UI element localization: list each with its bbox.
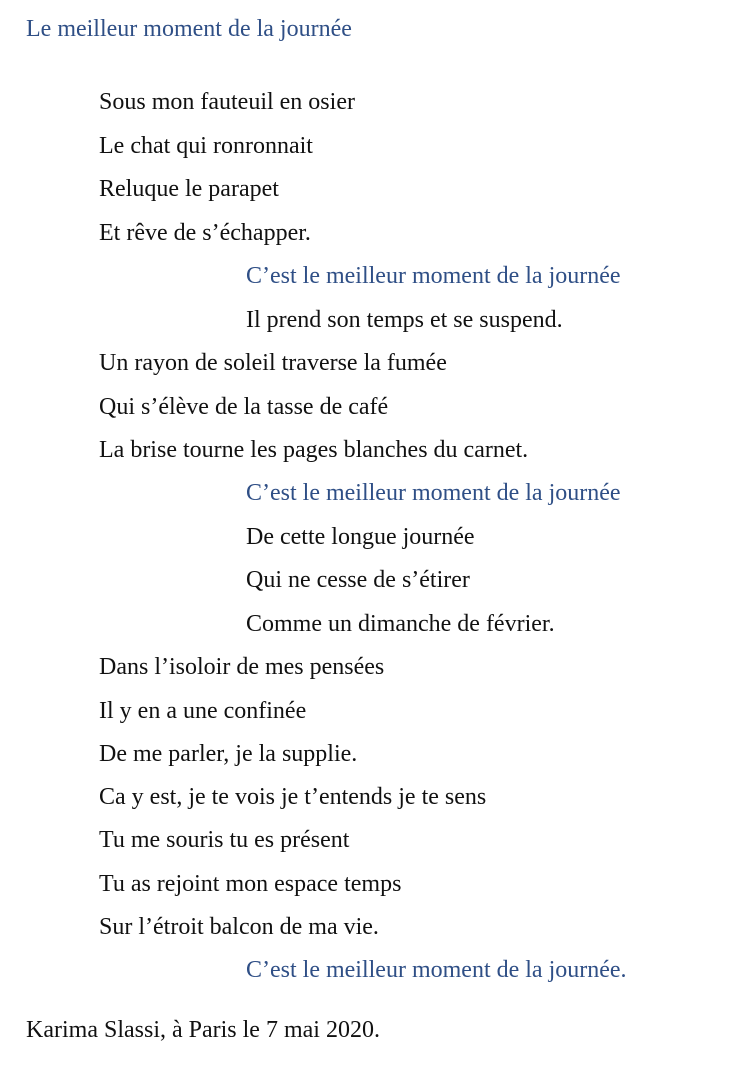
- poem-line: Un rayon de soleil traverse la fumée: [99, 350, 447, 376]
- poem-line: Comme un dimanche de février.: [246, 611, 555, 637]
- poem-line: Il y en a une confinée: [99, 698, 307, 724]
- poem-line: Qui ne cesse de s’étirer: [246, 567, 470, 593]
- refrain-line: C’est le meilleur moment de la journée.: [246, 957, 627, 983]
- poem-line: Il prend son temps et se suspend.: [246, 307, 563, 333]
- poem-line: Ca y est, je te vois je t’entends je te sens: [99, 784, 487, 810]
- poem-line: De me parler, je la supplie.: [99, 741, 358, 767]
- poem-line: La brise tourne les pages blanches du carnet.: [99, 437, 529, 463]
- refrain-line: C’est le meilleur moment de la journée: [246, 480, 621, 506]
- poem-line: Tu me souris tu es présent: [99, 827, 350, 853]
- poem-title: Le meilleur moment de la journée: [26, 16, 352, 42]
- poem-line: Qui s’élève de la tasse de café: [99, 394, 389, 420]
- refrain-line: C’est le meilleur moment de la journée: [246, 263, 621, 289]
- poem-line: Sous mon fauteuil en osier: [99, 89, 355, 115]
- poem-line: Sur l’étroit balcon de ma vie.: [99, 914, 379, 940]
- poem-line: Reluque le parapet: [99, 176, 279, 202]
- poem-line: Dans l’isoloir de mes pensées: [99, 654, 385, 680]
- poem-line: De cette longue journée: [246, 524, 475, 550]
- poem-line: Et rêve de s’échapper.: [99, 220, 311, 246]
- poem-line: Tu as rejoint mon espace temps: [99, 871, 402, 897]
- poem-line: Le chat qui ronronnait: [99, 133, 313, 159]
- signature: Karima Slassi, à Paris le 7 mai 2020.: [26, 1017, 380, 1043]
